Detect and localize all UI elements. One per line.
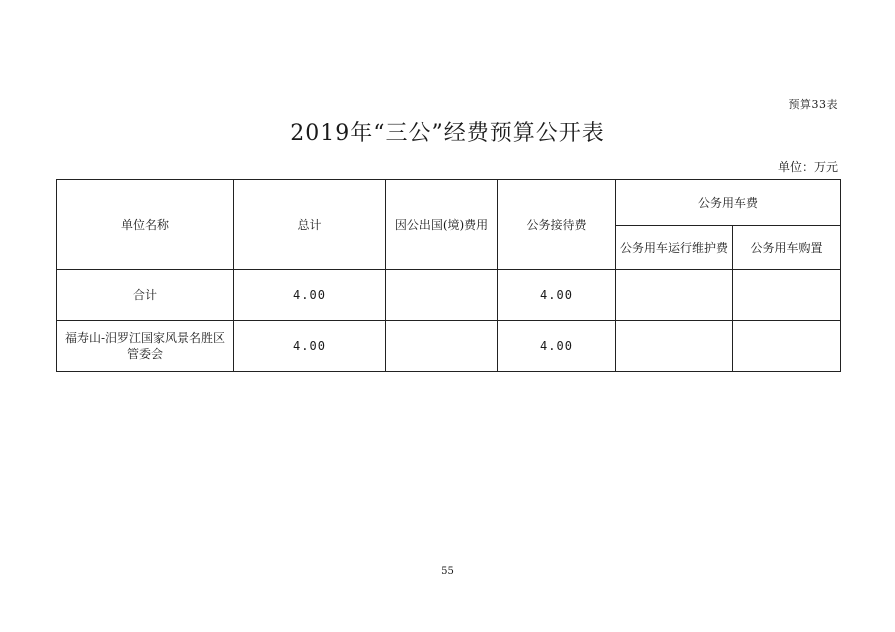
header-vehicle-maintenance: 公务用车运行维护费 bbox=[616, 226, 733, 270]
unit-label: 单位：万元 bbox=[777, 160, 838, 174]
cell-vehicle-maintenance bbox=[616, 321, 733, 372]
header-row-top bbox=[57, 180, 841, 226]
cell-reception: 4.00 bbox=[498, 270, 616, 321]
cell-vehicle-purchase bbox=[733, 321, 841, 372]
table-number: 预算33表 bbox=[788, 98, 838, 111]
header-vehicle-purchase: 公务用车购置 bbox=[733, 226, 841, 270]
cell-abroad bbox=[386, 270, 498, 321]
cell-unit-name: 合计 bbox=[57, 270, 234, 321]
header-total: 总计 bbox=[234, 180, 386, 270]
cell-vehicle-purchase bbox=[733, 270, 841, 321]
cell-total: 4.00 bbox=[234, 270, 386, 321]
cell-reception: 4.00 bbox=[498, 321, 616, 372]
header-abroad: 因公出国(境)费用 bbox=[386, 180, 498, 270]
cell-abroad bbox=[386, 321, 498, 372]
header-vehicle: 公务用车费 bbox=[616, 180, 841, 226]
cell-total: 4.00 bbox=[234, 321, 386, 372]
cell-unit-name: 福寿山-汨罗江国家风景名胜区管委会 bbox=[57, 321, 234, 372]
header-unit-name: 单位名称 bbox=[57, 180, 234, 270]
table-row bbox=[57, 270, 841, 321]
table-row bbox=[57, 321, 841, 372]
page-title: 2019年“三公”经费预算公开表 bbox=[290, 121, 605, 146]
header-reception: 公务接待费 bbox=[498, 180, 616, 270]
budget-table bbox=[56, 179, 841, 372]
cell-vehicle-maintenance bbox=[616, 270, 733, 321]
page-number: 55 bbox=[441, 566, 454, 577]
